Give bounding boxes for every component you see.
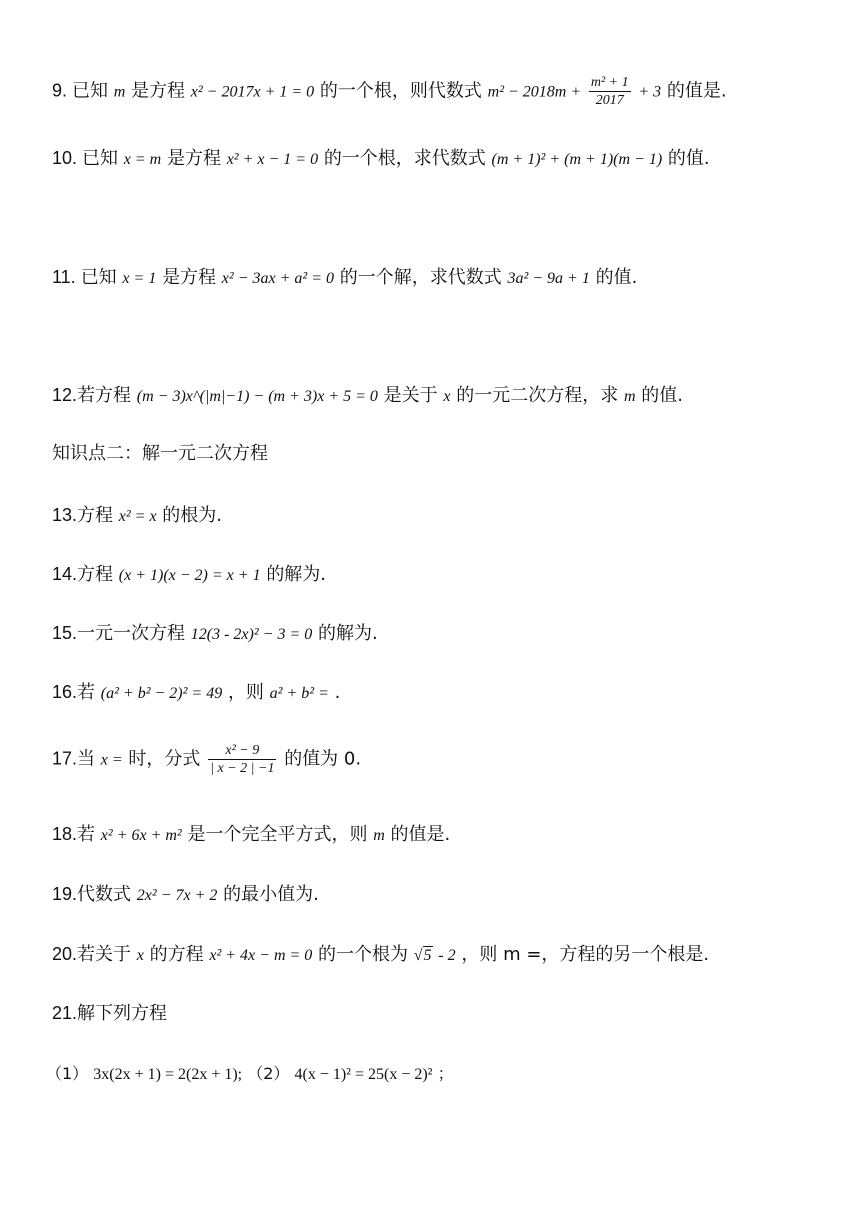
q9-tail: + 3 xyxy=(638,83,662,101)
q18-lead: 18.若 xyxy=(52,824,96,844)
q9-text-3: 的值是. xyxy=(666,80,727,102)
q12-text-1: 是关于 xyxy=(383,385,438,406)
q20-root-rest: - 2 xyxy=(438,947,456,964)
q16-expression: a² + b² = xyxy=(269,685,329,702)
q21-lead: 21.解下列方程 xyxy=(52,1003,168,1023)
q15-lead: 15.一元一次方程 xyxy=(52,623,186,643)
q20-text-1: 的方程 xyxy=(149,944,204,965)
q9-var-m: m xyxy=(113,83,126,101)
q21-part2-end: ； xyxy=(437,1064,454,1083)
q17-lead: 17.当 xyxy=(52,748,96,769)
q9-fraction xyxy=(589,74,631,109)
q17-text-2: 的值为 0. xyxy=(284,748,362,770)
q20-root: √5 xyxy=(413,947,432,964)
q17-condition: x = xyxy=(100,751,123,769)
question-16 xyxy=(52,680,340,706)
q9-fraction-denominator: 2017 xyxy=(595,93,624,108)
q16-text-2: . xyxy=(334,682,341,703)
q15-equation: 12(3 - 2x)² − 3 = 0 xyxy=(190,626,313,643)
q17-text-1: 时，分式 xyxy=(128,748,201,770)
q20-text-3: ，则 m =，方程的另一个根是. xyxy=(461,944,710,965)
q20-equation: x² + 4x − m = 0 xyxy=(209,947,313,964)
question-15 xyxy=(52,621,378,647)
q12-text-3: 的值. xyxy=(641,385,684,406)
q9-fraction-numerator: m² + 1 xyxy=(590,75,629,90)
q10-text-1: 是方程 xyxy=(166,148,221,169)
q21-part2-label: （2） xyxy=(247,1064,290,1083)
q17-fraction xyxy=(208,742,276,777)
q14-lead: 14.方程 xyxy=(52,564,114,584)
question-19 xyxy=(52,882,319,908)
q9-expression: m² − 2018m + xyxy=(487,83,582,101)
question-20 xyxy=(52,942,709,968)
q12-var-x: x xyxy=(443,388,451,405)
q16-equation: (a² + b² − 2)² = 49 xyxy=(100,685,223,702)
q11-lead: 11. 已知 xyxy=(52,267,117,287)
q10-condition: x = m xyxy=(123,151,162,168)
q13-text-1: 的根为. xyxy=(162,505,223,526)
q14-text-1: 的解为. xyxy=(266,564,327,585)
q10-expression: (m + 1)² + (m + 1)(m − 1) xyxy=(491,151,663,168)
q11-equation: x² − 3ax + a² = 0 xyxy=(221,270,334,287)
q18-var-m: m xyxy=(373,827,385,844)
question-21-parts xyxy=(46,1062,454,1087)
q10-equation: x² + x − 1 = 0 xyxy=(226,151,319,168)
q21-part2-equation: 4(x − 1)² = 25(x − 2)² xyxy=(294,1066,433,1083)
q21-part1-equation: 3x(2x + 1) = 2(2x + 1); xyxy=(93,1066,243,1083)
q10-text-2: 的一个根，求代数式 xyxy=(323,148,486,169)
q16-lead: 16.若 xyxy=(52,682,96,702)
q20-root-radicand: 5 xyxy=(423,947,432,964)
q9-equation: x² − 2017x + 1 = 0 xyxy=(190,83,315,101)
question-13 xyxy=(52,503,222,529)
q18-expression: x² + 6x + m² xyxy=(100,827,182,844)
q15-text-1: 的解为. xyxy=(317,623,378,644)
question-17 xyxy=(52,742,361,777)
q10-lead: 10. 已知 xyxy=(52,148,119,168)
q21-part1-label: （1） xyxy=(46,1064,89,1083)
q12-text-2: 的一元二次方程，求 xyxy=(456,385,619,406)
q10-text-3: 的值. xyxy=(667,148,710,169)
q11-condition: x = 1 xyxy=(122,270,157,287)
q9-text-1: 是方程 xyxy=(131,80,186,102)
q12-equation: (m − 3)x^(|m|−1) − (m + 3)x + 5 = 0 xyxy=(136,388,378,405)
question-21 xyxy=(52,1001,167,1026)
q18-text-2: 的值是. xyxy=(390,824,451,845)
q19-expression: 2x² − 7x + 2 xyxy=(136,887,218,904)
q17-fraction-denominator: | x − 2 | −1 xyxy=(210,761,275,776)
q19-text-1: 的最小值为. xyxy=(223,884,319,905)
question-12 xyxy=(52,383,683,409)
q16-text-1: ，则 xyxy=(227,682,264,703)
q9-lead: 9. 已知 xyxy=(52,80,109,101)
q11-expression: 3a² − 9a + 1 xyxy=(507,270,590,287)
q13-equation: x² = x xyxy=(118,508,157,525)
q13-lead: 13.方程 xyxy=(52,505,114,525)
question-18 xyxy=(52,822,450,848)
q20-text-2: 的一个根为 xyxy=(318,944,409,965)
q12-lead: 12.若方程 xyxy=(52,385,132,405)
question-10 xyxy=(52,146,710,172)
q18-text-1: 是一个完全平方式，则 xyxy=(187,824,368,845)
section-heading-2: 知识点二：解一元二次方程 xyxy=(52,443,268,464)
q12-var-m: m xyxy=(623,388,636,405)
question-14 xyxy=(52,562,326,588)
question-11 xyxy=(52,265,637,291)
q19-lead: 19.代数式 xyxy=(52,884,132,904)
q9-text-2: 的一个根，则代数式 xyxy=(319,80,482,102)
q20-var-x: x xyxy=(136,947,144,964)
q17-fraction-numerator: x² − 9 xyxy=(208,742,276,760)
q11-text-3: 的值. xyxy=(595,267,638,288)
q11-text-2: 的一个解，求代数式 xyxy=(339,267,502,288)
q11-text-1: 是方程 xyxy=(162,267,217,288)
question-9 xyxy=(52,74,727,109)
q20-lead: 20.若关于 xyxy=(52,944,132,964)
q14-equation: (x + 1)(x − 2) = x + 1 xyxy=(118,567,261,584)
